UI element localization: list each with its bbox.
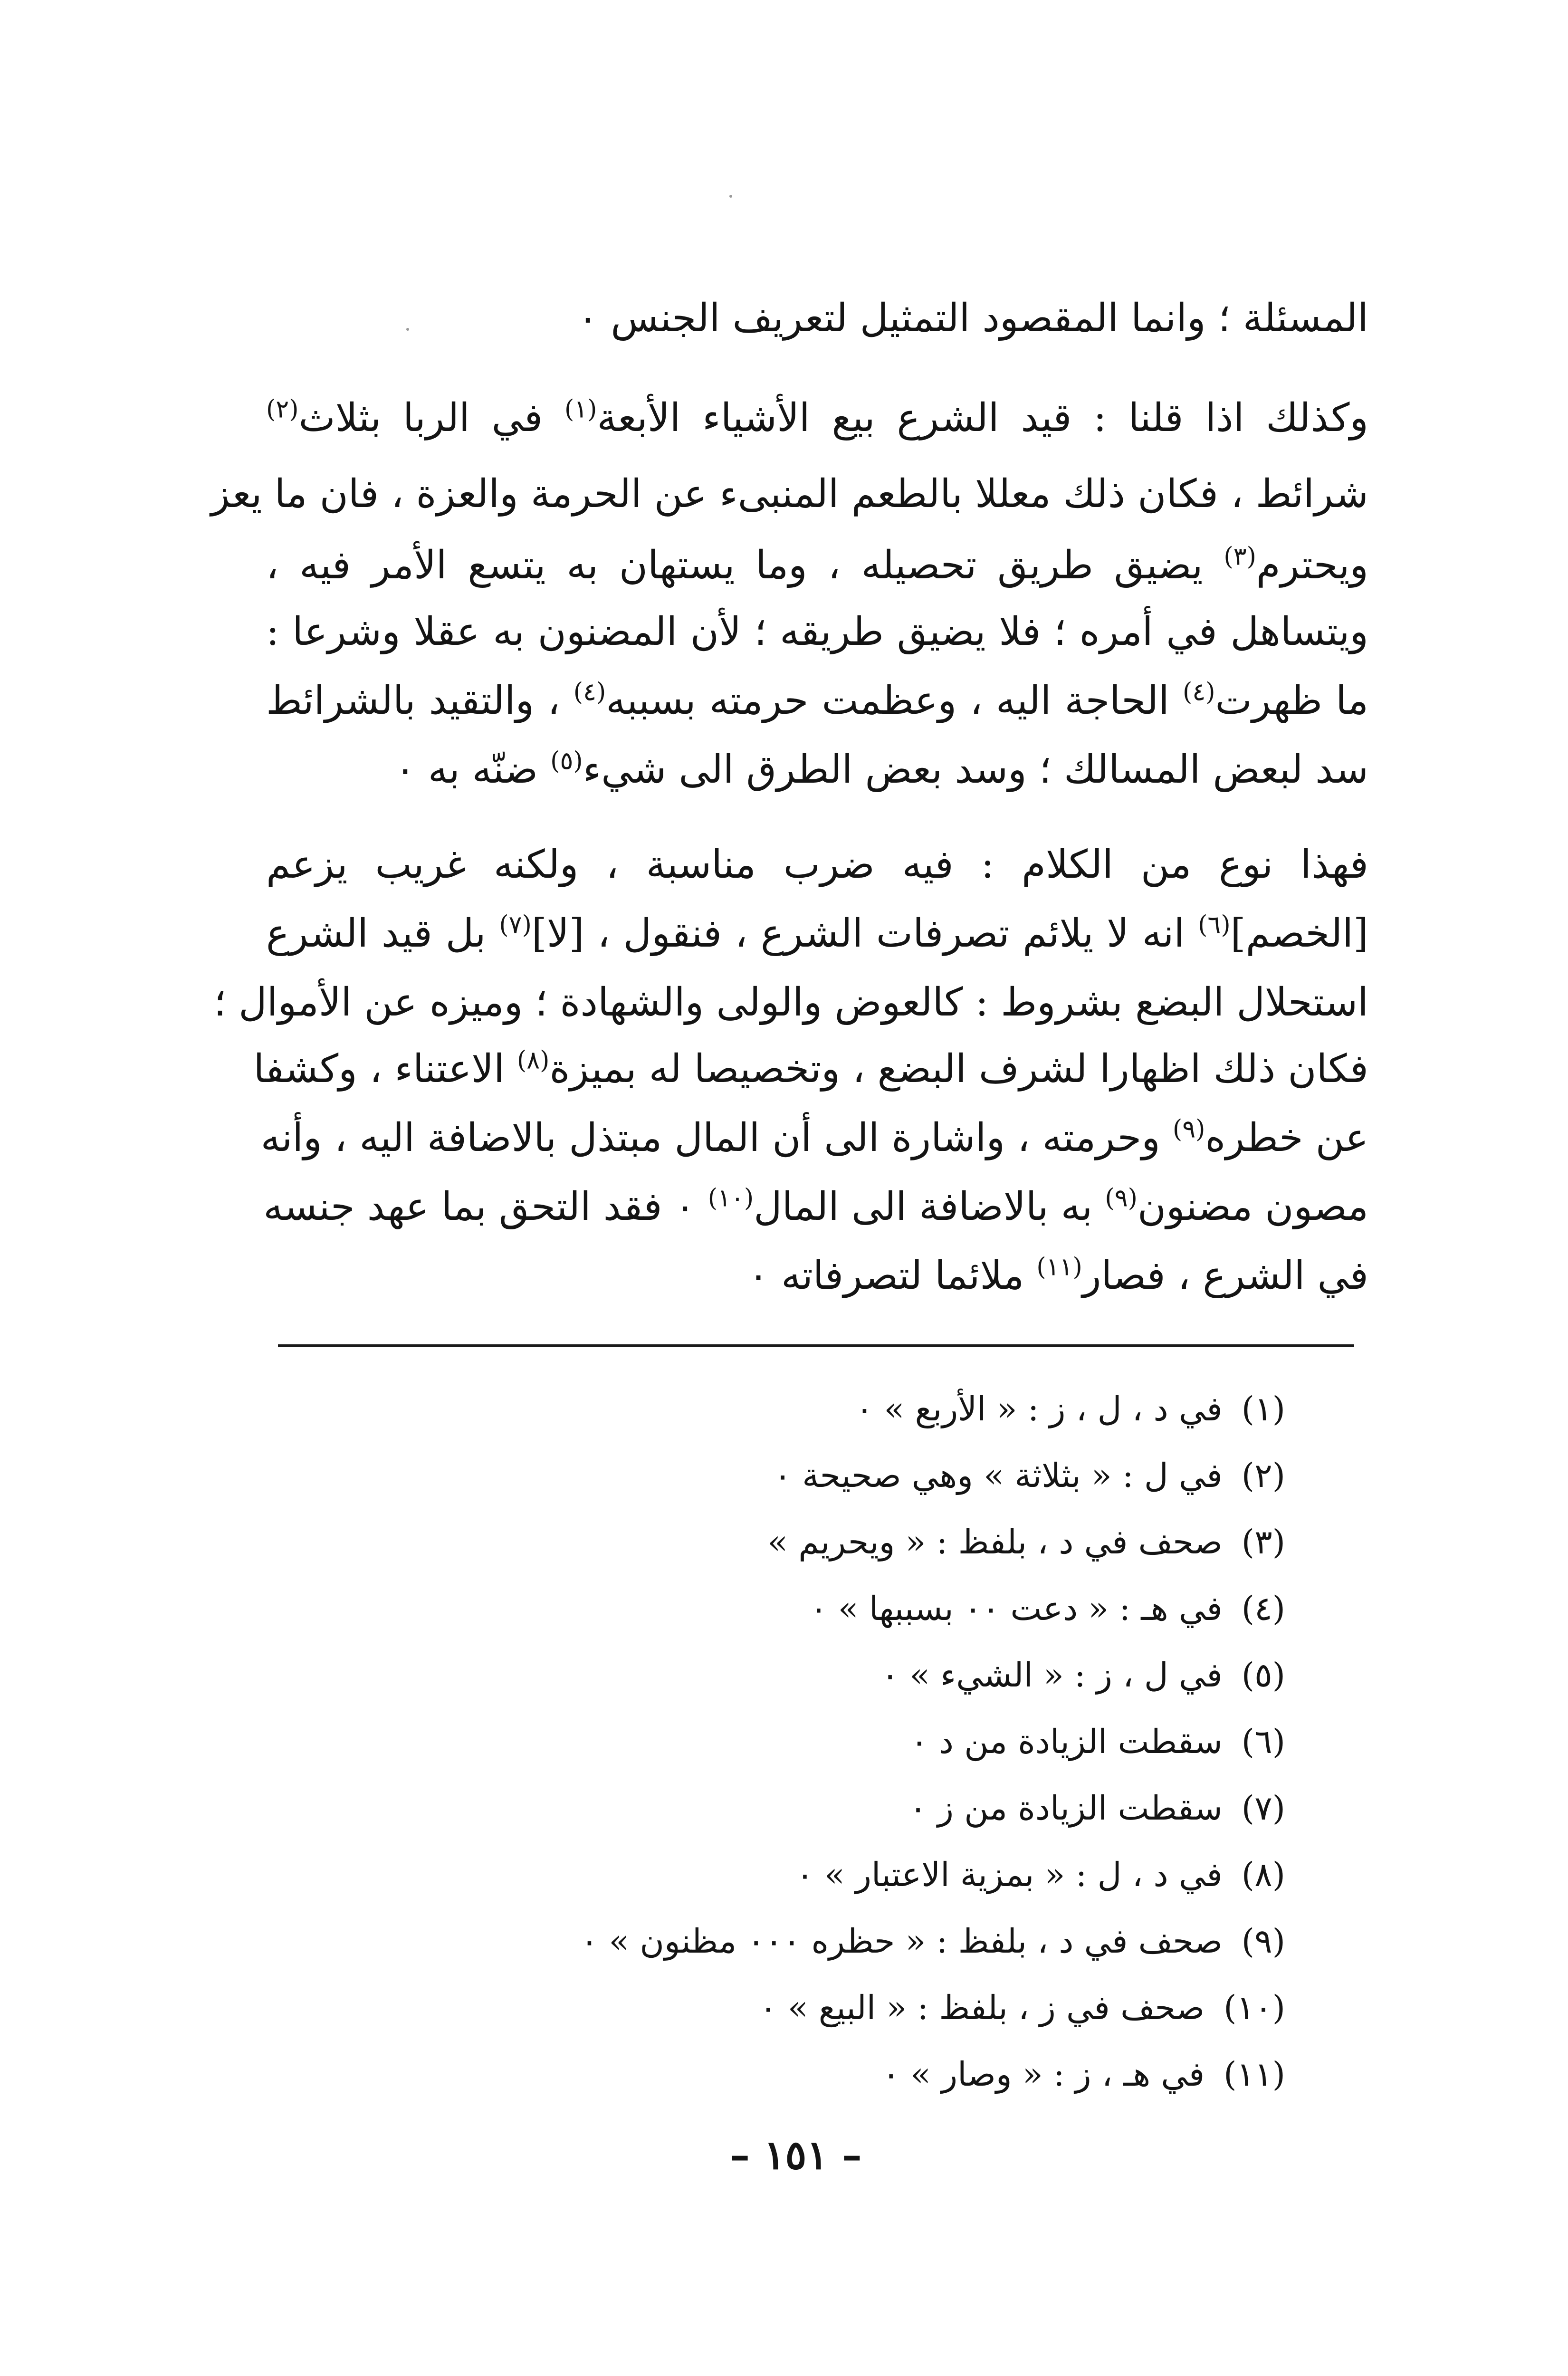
line-text: وحرمته ، واشارة الى أن المال مبتذل بالاضافة اليه ، وأنه [260,1115,1173,1160]
footnote-item [240,1376,1285,1442]
footnote-ref[interactable]: (٥) [550,747,583,776]
line-text: يضيق طريق تحصيله ، وما يستهان به يتسع الأمر فيه ، [266,543,1224,588]
footnote-item [240,1908,1285,1974]
line-text: ٠ فقد التحق بما عهد جنسه [263,1184,708,1229]
footnote-ref[interactable]: (٨) [516,1046,550,1075]
footnote-item [240,1575,1285,1642]
line-text: به بالاضافة الى المال [754,1184,1105,1229]
footnote-number: (١٠) [1224,1988,1285,2027]
footnote-item [240,2041,1285,2108]
footnote-ref[interactable]: (٧) [499,910,532,939]
footnote-number: (٤) [1241,1589,1285,1628]
line-text: ملائما لتصرفاته ٠ [748,1253,1037,1298]
line-text: ويتساهل في أمره ؛ فلا يضيق طريقه ؛ لأن المضنون به عقلا وشرعا : [266,609,1369,654]
footnote-number: (٨) [1241,1855,1285,1894]
line-text: وكذلك اذا قلنا : قيد الشرع بيع الأشياء الأبعة [597,395,1368,441]
line-text: بل قيد الشرع [266,911,499,956]
line-text: مصون مضنون [1137,1184,1368,1229]
line-text: شرائط ، فكان ذلك معللا بالطعم المنبىء عن الحرمة والعزة ، فان ما يعز [210,471,1368,517]
line-text: فكان ذلك اظهارا لشرف البضع ، وتخصيصا له بميزة [549,1046,1368,1092]
footnote-text: في ل ، ز : « الشيء » ٠ [881,1656,1223,1695]
footnote-text: في هـ ، ز : « وصار » ٠ [882,2055,1205,2094]
line-text: الحاجة اليه ، وعظمت حرمته بسببه [606,678,1183,723]
footnote-ref[interactable]: (١٠) [708,1184,754,1213]
footnote-ref[interactable]: (٤) [1182,678,1215,707]
footnote-text: في د ، ل ، ز : « الأربع » ٠ [855,1389,1223,1428]
stray-dot-mark [729,195,732,198]
footnote-ref[interactable]: (٩) [1172,1115,1205,1144]
footnote-text: في د ، ل : « بمزية الاعتبار » ٠ [796,1855,1223,1894]
footnote-ref[interactable]: (٦) [1198,910,1231,939]
footnote-item [240,1708,1285,1775]
text-line-7 [266,722,1368,817]
footnote-text: سقطت الزيادة من ز ٠ [909,1789,1223,1828]
footnote-ref[interactable]: (٣) [1224,542,1256,571]
footnote-number: (٩) [1241,1922,1285,1961]
footnote-text: سقطت الزيادة من د ٠ [910,1722,1223,1761]
footnote-item [240,1841,1285,1908]
footnote-number: (١) [1241,1389,1285,1428]
footnote-separator [278,1344,1354,1347]
line-text: الاعتناء ، وكشفا [253,1046,517,1092]
line-text: انه لا يلائم تصرفات الشرع ، فنقول ، [لا] [531,911,1198,956]
line-text: في الشرع ، فصار [1082,1253,1368,1298]
footnote-text: صحف في د ، بلفظ : « ويحريم » [767,1523,1223,1562]
footnote-number: (٦) [1241,1722,1285,1761]
footnote-item [240,1775,1285,1841]
line-text: ضنّه به ٠ [394,747,551,792]
line-text: ويحترم [1256,543,1368,588]
footnote-number: (٢) [1241,1456,1285,1495]
line-text: سد لبعض المسالك ؛ وسد بعض الطرق الى شيء [583,747,1368,792]
footnote-ref[interactable]: (٩) [1105,1184,1138,1213]
page-number: – ١٥١ – [730,2131,862,2178]
footnote-item [240,1509,1285,1575]
footnote-ref[interactable]: (١١) [1036,1253,1082,1282]
footnote-ref[interactable]: (٤) [573,678,606,707]
footnote-text: في ل : « بثلاثة » وهي صحيحة ٠ [774,1456,1223,1495]
footnote-number: (٥) [1241,1656,1285,1695]
line-text: ما ظهرت [1215,678,1368,723]
line-text: المسئلة ؛ وانما المقصود التمثيل لتعريف الجنس ٠ [577,296,1368,341]
footnote-item [240,1442,1285,1509]
footnote-text: صحف في د ، بلفظ : « حظره ٠٠٠ مظنون » ٠ [580,1922,1223,1961]
line-text: استحلال البضع بشروط : كالعوض والولى والشهادة ؛ وميزه عن الأموال ؛ [214,980,1368,1025]
footnote-item [240,1974,1285,2041]
line-text: فهذا نوع من الكلام : فيه ضرب مناسبة ، ولكنه غريب يزعم [266,842,1368,887]
footnote-ref[interactable]: (٢) [266,395,299,424]
line-text: في الربا بثلاث [298,395,564,441]
line-text: عن خطره [1205,1115,1368,1160]
footnote-number: (٣) [1241,1523,1285,1562]
text-line-1 [266,271,1368,366]
footnote-number: (٧) [1241,1789,1285,1828]
footnote-text: في هـ : « دعت ٠٠ بسببها » ٠ [810,1589,1223,1628]
footnote-number: (١١) [1224,2055,1285,2094]
line-text: [الخصم] [1230,911,1368,956]
footnote-item [240,1642,1285,1708]
line-text: ، والتقيد بالشرائط [266,678,574,723]
footnote-ref[interactable]: (١) [564,395,597,424]
footnote-text: صحف في ز ، بلفظ : « البيع » ٠ [759,1988,1205,2027]
text-line-14 [266,1228,1368,1323]
